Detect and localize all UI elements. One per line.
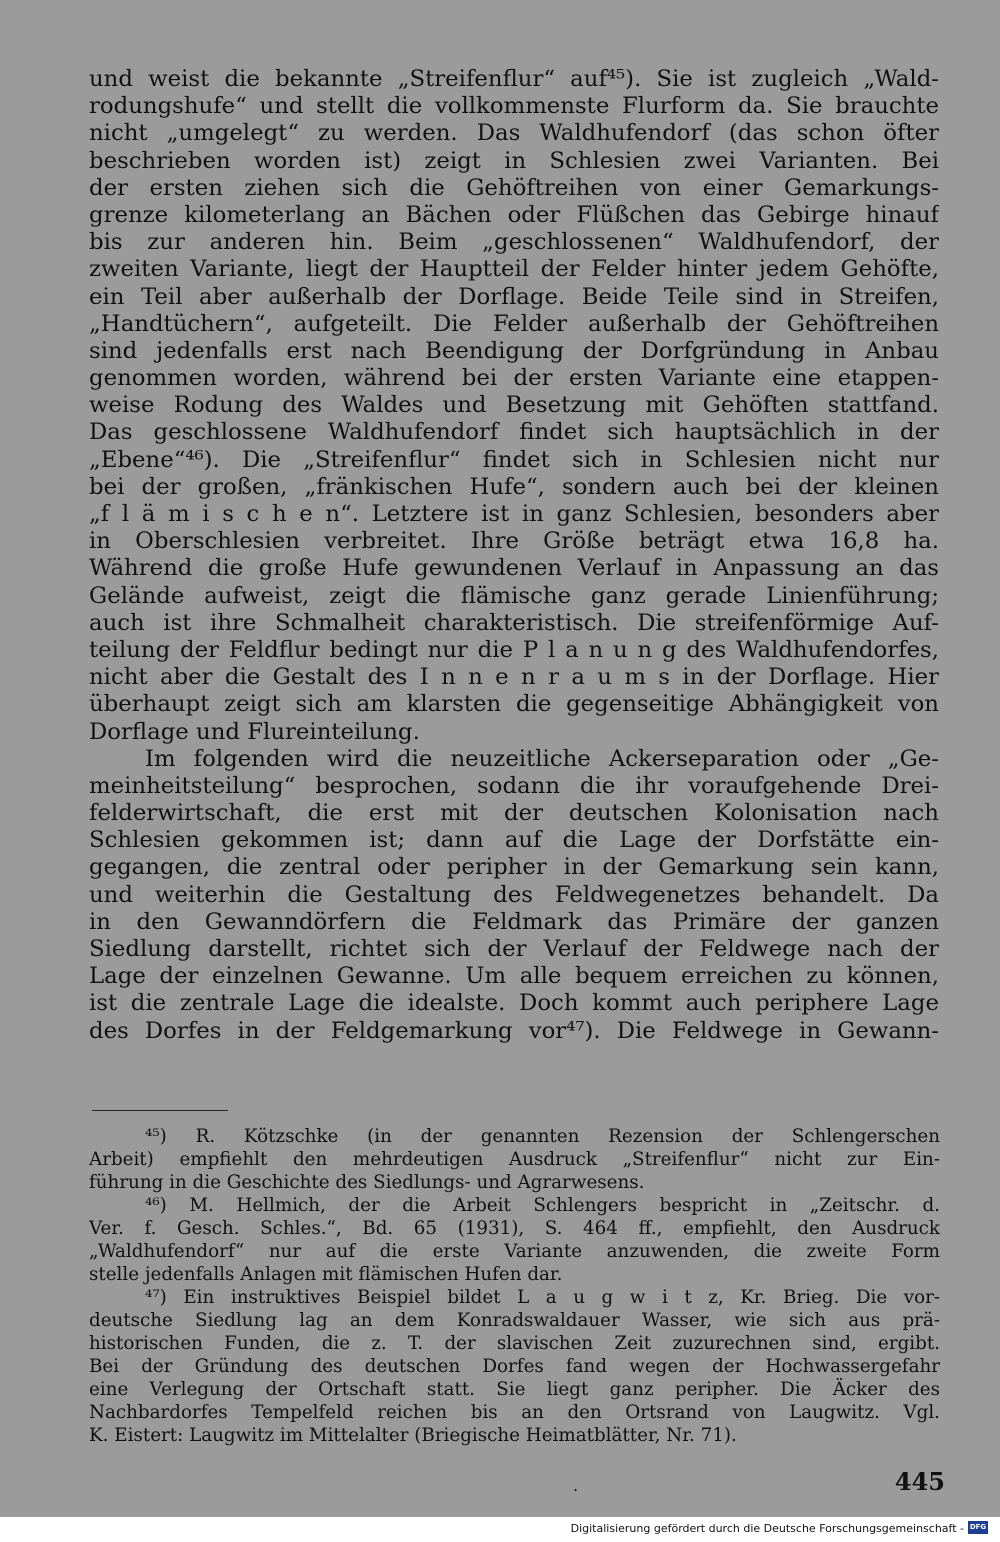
- body-line: „f l ä m i s c h e n“. Letztere ist in ganz Schlesien, besonders aber: [89, 501, 939, 527]
- body-line: weise Rodung des Waldes und Besetzung mit Gehöften stattfand.: [89, 392, 939, 419]
- body-line: auch ist ihre Schmalheit charakteristisch. Die streifenförmige Auf-: [89, 609, 939, 636]
- footnote-divider: [92, 1110, 228, 1111]
- body-line: der ersten ziehen sich die Gehöftreihen von einer Gemarkungs-: [89, 174, 939, 201]
- body-line: Lage der einzelnen Gewanne. Um alle bequem erreichen zu können,: [89, 963, 939, 990]
- body-line: gegangen, die zentral oder peripher in der Gemarkung sein kann,: [89, 854, 939, 881]
- footnote-line: Bei der Gründung des deutschen Dorfes fand wegen der Hochwassergefahr: [89, 1356, 940, 1377]
- body-line: „Handtüchern“, aufgeteilt. Die Felder außerhalb der Gehöftreihen: [89, 310, 939, 337]
- footnote-line: Ver. f. Gesch. Schles.“, Bd. 65 (1931), S. 464 ff., empfiehlt, den Ausdruck: [89, 1218, 940, 1239]
- body-line: sind jedenfalls erst nach Beendigung der Dorfgründung in Anbau: [89, 337, 939, 364]
- footnote-line: „Waldhufendorf“ nur auf die erste Variante anzuwenden, die zweite Form: [89, 1241, 940, 1262]
- body-line: genommen worden, während bei der ersten Variante eine etappen-: [89, 365, 939, 392]
- body-line: nicht „umgelegt“ zu werden. Das Waldhufendorf (das schon öfter: [89, 120, 939, 147]
- body-line: Gelände aufweist, zeigt die flämische ganz gerade Linienführung;: [89, 582, 939, 609]
- body-line: in Oberschlesien verbreitet. Ihre Größe beträgt etwa 16,8 ha.: [89, 528, 939, 555]
- body-text: [89, 66, 939, 1045]
- dfg-logo-icon: DFG: [968, 1521, 988, 1534]
- body-line: und weiterhin die Gestaltung des Feldwegenetzes behandelt. Da: [89, 881, 939, 908]
- body-line: bei der großen, „fränkischen Hufe“, sondern auch bei der kleinen: [89, 473, 939, 500]
- footnote-line: deutsche Siedlung lag an dem Konradswaldauer Wasser, wie sich aus prä-: [89, 1310, 940, 1331]
- body-line: teilung der Feldflur bedingt nur die P l a n u n g des Waldhufendorfes,: [89, 636, 939, 663]
- dot-mark: .: [573, 1476, 579, 1495]
- body-line: zweiten Variante, liegt der Hauptteil der Felder hinter jedem Gehöfte,: [89, 256, 939, 283]
- footnotes: [89, 1125, 940, 1447]
- footnote-line: eine Verlegung der Ortschaft statt. Sie liegt ganz peripher. Die Äcker des: [89, 1379, 940, 1400]
- footnote-line: ⁴⁷) Ein instruktives Beispiel bildet L a u g w i t z, Kr. Brieg. Die vor-: [145, 1287, 940, 1308]
- footnote-line: ⁴⁵) R. Kötzschke (in der genannten Rezension der Schlengerschen: [145, 1126, 940, 1147]
- body-line: überhaupt zeigt sich am klarsten die gegenseitige Abhängigkeit von: [89, 691, 939, 718]
- body-line: Im folgenden wird die neuzeitliche Ackerseparation oder „Ge-: [145, 745, 939, 772]
- body-line: grenze kilometerlang an Bächen oder Flüßchen das Gebirge hinauf: [89, 201, 939, 228]
- footnote-line: Arbeit) empfiehlt den mehrdeutigen Ausdruck „Streifenflur“ nicht zur Ein-: [89, 1149, 940, 1170]
- footnote-line: stelle jedenfalls Anlagen mit flämischen Hufen dar.: [89, 1264, 563, 1285]
- body-line: und weist die bekannte „Streifenflur“ auf⁴⁵). Sie ist zugleich „Wald-: [89, 66, 939, 92]
- footnote-line: führung in die Geschichte des Siedlungs- und Agrarwesens.: [89, 1172, 645, 1193]
- body-line: Das geschlossene Waldhufendorf findet sich hauptsächlich in der: [89, 419, 939, 446]
- body-line: Dorflage und Flureinteilung.: [89, 718, 420, 745]
- body-line: nicht aber die Gestalt des I n n e n r a u m s in der Dorflage. Hier: [89, 664, 939, 691]
- body-line: bis zur anderen hin. Beim „geschlossenen“ Waldhufendorf, der: [89, 229, 939, 256]
- body-line: ist die zentrale Lage die idealste. Doch kommt auch periphere Lage: [89, 990, 939, 1017]
- body-line: Siedlung darstellt, richtet sich der Verlauf der Feldwege nach der: [89, 936, 939, 962]
- body-line: des Dorfes in der Feldgemarkung vor⁴⁷). Die Feldwege in Gewann-: [89, 1017, 939, 1044]
- footnote-line: historischen Funden, die z. T. der slavischen Zeit zuzurechnen sind, ergibt.: [89, 1333, 940, 1354]
- body-line: in den Gewanndörfern die Feldmark das Primäre der ganzen: [89, 908, 939, 935]
- body-line: „Ebene“⁴⁶). Die „Streifenflur“ findet sich in Schlesien nicht nur: [89, 446, 939, 473]
- body-line: Schlesien gekommen ist; dann auf die Lage der Dorfstätte ein-: [89, 827, 939, 854]
- body-line: felderwirtschaft, die erst mit der deutschen Kolonisation nach: [89, 800, 939, 827]
- footnote-line: Nachbardorfes Tempelfeld reichen bis an den Ortsrand von Laugwitz. Vgl.: [89, 1402, 940, 1423]
- footnote-line: ⁴⁶) M. Hellmich, der die Arbeit Schlengers bespricht in „Zeitschr. d.: [145, 1195, 940, 1216]
- footnote-line: K. Eistert: Laugwitz im Mittelalter (Briegische Heimatblätter, Nr. 71).: [89, 1425, 737, 1446]
- body-line: ein Teil aber außerhalb der Dorflage. Beide Teile sind in Streifen,: [89, 283, 939, 310]
- digitization-credit: Digitalisierung gefördert durch die Deutsche Forschungsgemeinschaft -: [570, 1522, 964, 1535]
- body-line: meinheitsteilung“ besprochen, sodann die ihr voraufgehende Drei-: [89, 772, 939, 799]
- body-line: beschrieben worden ist) zeigt in Schlesien zwei Varianten. Bei: [89, 147, 939, 174]
- body-line: Während die große Hufe gewundenen Verlauf in Anpassung an das: [89, 555, 939, 582]
- page-number: 445: [894, 1467, 945, 1496]
- body-line: rodungshufe“ und stellt die vollkommenste Flurform da. Sie brauchte: [89, 93, 939, 120]
